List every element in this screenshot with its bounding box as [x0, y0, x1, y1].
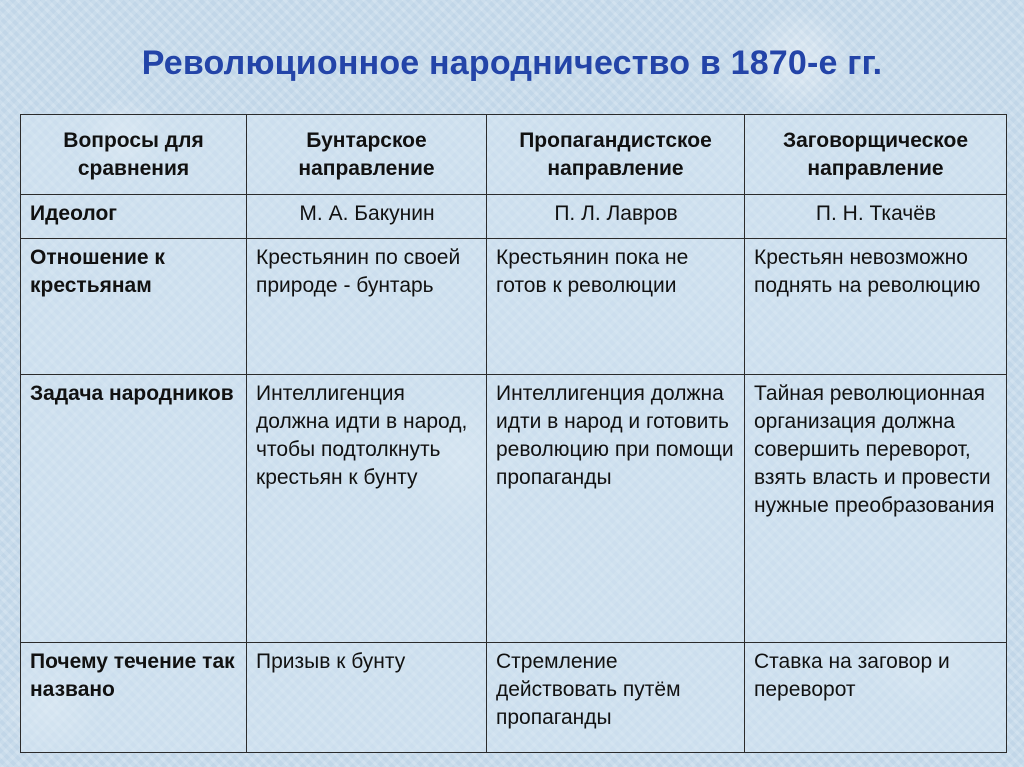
header-rebel-direction: Бунтарское направление [247, 115, 487, 195]
comparison-table [20, 114, 1007, 753]
header-propaganda-direction: Пропагандистское направление [487, 115, 745, 195]
cell-name-origin-rebel: Призыв к бунту [247, 643, 487, 753]
header-conspiracy-direction: Заговорщическое направление [745, 115, 1007, 195]
row-label-ideologist: Идеолог [21, 195, 247, 239]
row-label-peasants: Отношение к крестьянам [21, 239, 247, 375]
header-comparison-questions: Вопросы для сравнения [21, 115, 247, 195]
cell-ideologist-propaganda: П. Л. Лавров [487, 195, 745, 239]
table-header-row [21, 115, 1007, 195]
table-row-ideologist [21, 195, 1007, 239]
page-title: Революционное народничество в 1870-е гг. [141, 44, 883, 82]
cell-task-conspiracy: Тайная революционная организация должна совершить переворот, взять власть и провести нужные преобразования [745, 375, 1007, 643]
table-row-peasants [21, 239, 1007, 375]
cell-peasants-conspiracy: Крестьян невозможно поднять на революцию [745, 239, 1007, 375]
cell-task-rebel: Интеллигенция должна идти в народ, чтобы подтолкнуть крестьян к бунту [247, 375, 487, 643]
cell-task-propaganda: Интеллигенция должна идти в народ и готовить революцию при помощи пропаганды [487, 375, 745, 643]
cell-peasants-rebel: Крестьянин по своей природе - бунтарь [247, 239, 487, 375]
cell-name-origin-propaganda: Стремление действовать путём пропаганды [487, 643, 745, 753]
cell-name-origin-conspiracy: Ставка на заговор и переворот [745, 643, 1007, 753]
table-row-name-origin [21, 643, 1007, 753]
row-label-task: Задача народников [21, 375, 247, 643]
cell-ideologist-rebel: М. А. Бакунин [247, 195, 487, 239]
table-row-task [21, 375, 1007, 643]
row-label-name-origin: Почему течение так названо [21, 643, 247, 753]
cell-ideologist-conspiracy: П. Н. Ткачёв [745, 195, 1007, 239]
cell-peasants-propaganda: Крестьянин пока не готов к революции [487, 239, 745, 375]
